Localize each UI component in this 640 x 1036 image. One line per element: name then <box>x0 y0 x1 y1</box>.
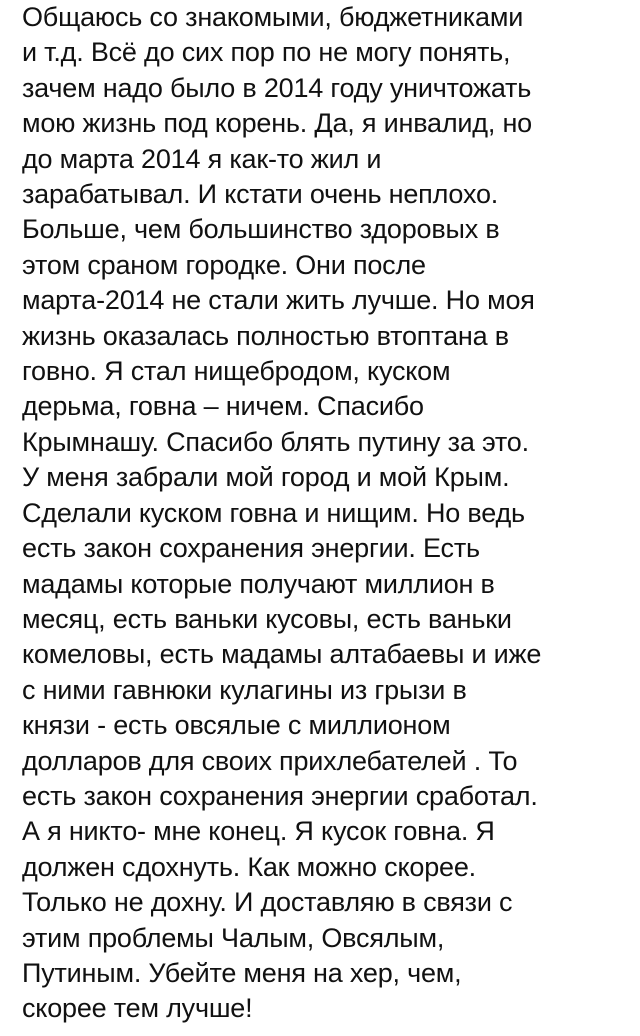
post-line: этим проблемы Чалым, Овсялым, <box>22 922 445 953</box>
post-line: марта-2014 не стали жить лучше. Но моя <box>22 285 535 316</box>
post-line: Путиным. Убейте меня на хер, чем, <box>22 957 462 988</box>
post-line: месяц, есть ваньки кусовы, есть ваньки <box>22 603 512 634</box>
post-line: У меня забрали мой город и мой Крым. <box>22 462 510 493</box>
post-line: дерьма, говна – ничем. Спасибо <box>22 391 424 422</box>
post-line: Больше, чем большинство здоровых в <box>22 214 500 245</box>
post-line: скорее тем лучше! <box>22 993 253 1024</box>
post-line: должен сдохнуть. Как можно скорее. <box>22 851 476 882</box>
post-line: есть закон сохранения энергии. Есть <box>22 533 480 564</box>
post-line: зачем надо было в 2014 году уничтожать <box>22 72 532 103</box>
post-line: и т.д. Всё до сих пор по не могу понять, <box>22 37 511 68</box>
post-line: есть закон сохранения энергии сработал. <box>22 780 538 811</box>
post-line: мадамы которые получают миллион в <box>22 568 495 599</box>
post-line: до марта 2014 я как-то жил и <box>22 143 382 174</box>
post-line: А я никто- мне конец. Я кусок говна. Я <box>22 816 495 847</box>
post-line: Крымнашу. Спасибо блять путину за это. <box>22 426 529 457</box>
post-line: зарабатывал. И кстати очень неплохо. <box>22 179 499 210</box>
post-line: этом сраном городке. Они после <box>22 249 426 280</box>
post-line: говно. Я стал нищебродом, куском <box>22 356 451 387</box>
post-line: князи - есть овсялые с миллионом <box>22 710 451 741</box>
post-line: Сделали куском говна и нищим. Но ведь <box>22 497 525 528</box>
post-text <box>22 0 632 1027</box>
post-line: комеловы, есть мадамы алтабаевы и иже <box>22 639 542 670</box>
post-line: долларов для своих прихлебателей . То <box>22 745 518 776</box>
post-line: жизнь оказалась полностью втоптана в <box>22 320 509 351</box>
post-line: мою жизнь под корень. Да, я инвалид, но <box>22 108 532 139</box>
post-line: с ними гавнюки кулагины из грызи в <box>22 674 467 705</box>
post-line: Общаюсь со знакомыми, бюджетниками <box>22 2 524 32</box>
post-line: Только не дохну. И доставляю в связи с <box>22 887 513 918</box>
